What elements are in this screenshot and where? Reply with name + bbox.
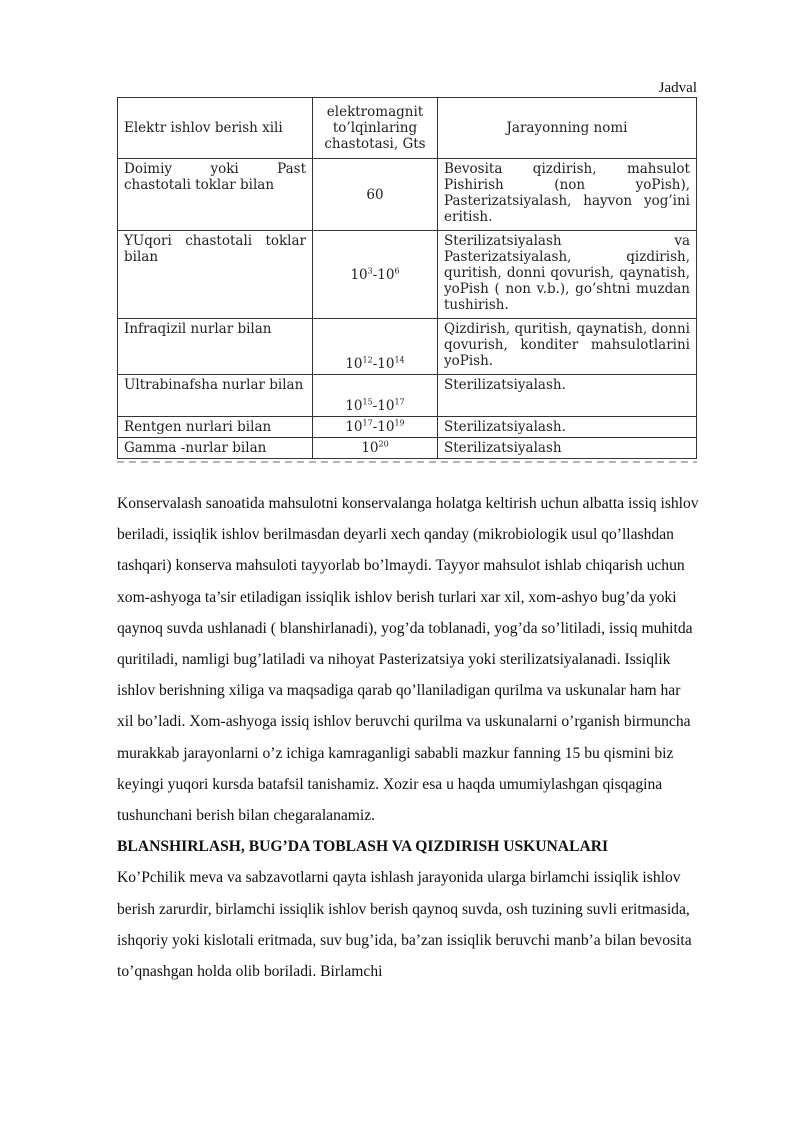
cell-type: Doimiy yoki Past chastotali toklar bilan: [118, 159, 313, 231]
section-heading: BLANSHIRLASH, BUG’DA TOBLASH VA QIZDIRISH USKUNALARI: [117, 838, 609, 856]
cell-type: Gamma -nurlar bilan: [118, 438, 313, 459]
table-row: [118, 375, 697, 417]
header-frequency: elektromagnit to’lqinlaring chastotasi, Gts: [313, 98, 438, 159]
cell-frequency: $10^3-10^6$: [313, 231, 438, 319]
paragraph: Ko’Pchilik meva va sabzavotlarni qayta ishlash jarayonida ularga birlamchi issiqlik ishlov berish zarurdir, birlamchi issiqlik ishlov berish qaynoq suvda, osh tuzining suvli eritmasida, ishqoriy yoki kislotali eritmada, suv bug’ida, ba’zan issiqlik beruvchi manb’a bilan bevosita to’qnashgan holda olib boriladi. Birlamchi: [117, 869, 692, 981]
cell-process: Sterilizatsiyalash.: [438, 417, 697, 438]
table-row: [118, 319, 697, 375]
table-row: [118, 438, 697, 459]
paragraph: Konservalash sanoatida mahsulotni konservalanga holatga keltirish uchun albatta issiq ishlov beriladi, issiqlik ishlov berilmasdan deyarli xech qanday (mikrobiologik usul qo’llashdan tashqari) konserva mahsuloti tayyorlab bo’lmaydi. Tayyor mahsulot ishlab chiqarish uchun xom-ashyoga ta’sir etiladigan issiqlik ishlov berish turlari xar xil, xom-ashyo bug’da yoki qaynoq suvda ushlanadi ( blanshirlanadi), yog’da toblanadi, yog’da so’litiladi, issiq muhitda quritiladi, namligi bug’latiladi va nihoyat Pasterizatsiya yoki sterilizatsiyalanadi. Issiqlik ishlov berishning xiliga va maqsadiga qarab qo’llaniladigan qurilma va uskunalar ham har xil bo’ladi. Xom-ashyoga issiq ishlov beruvchi qurilma va uskunalarni o’rganish birmuncha murakkab jarayonlarni o’z ichiga kamraganligi sababli mazkur fanning 15 bu qismini biz keyingi yuqori kursda batafsil tanishamiz. Xozir esa u haqda umumiylashgan qisqagina tushunchani berish bilan chegaralanamiz.: [117, 495, 699, 825]
cell-process: Sterilizatsiyalash va Pasterizatsiyalash, qizdirish, quritish, donni qovurish, qaynatish, yoPish ( non v.b.), go’shtni muzdan tushirish.: [438, 231, 697, 319]
body-text: [117, 488, 700, 987]
header-type: Elektr ishlov berish xili: [118, 98, 313, 159]
table-caption: Jadval: [658, 80, 697, 96]
cell-type: Infraqizil nurlar bilan: [118, 319, 313, 375]
cell-type: Rentgen nurlari bilan: [118, 417, 313, 438]
header-process: Jarayonning nomi: [438, 98, 697, 159]
cell-frequency: $10^{20}$: [313, 438, 438, 459]
cell-process: Qizdirish, quritish, qaynatish, donni qovurish, konditer mahsulotlarini yoPish.: [438, 319, 697, 375]
table-row: [118, 417, 697, 438]
cell-process: Sterilizatsiyalash.: [438, 375, 697, 417]
data-table: [117, 97, 697, 459]
cropped-text-edge: [117, 458, 697, 466]
table-row: [118, 159, 697, 231]
table-row: [118, 231, 697, 319]
cell-process: Bevosita qizdirish, mahsulot Pishirish (non yoPish), Pasterizatsiyalash, hayvon yog’ini eritish.: [438, 159, 697, 231]
cell-type: YUqori chastotali toklar bilan: [118, 231, 313, 319]
cell-frequency: $10^{17}-10^{19}$: [313, 417, 438, 438]
table-header-row: [118, 98, 697, 159]
cell-process: Sterilizatsiyalash: [438, 438, 697, 459]
cell-frequency: 60: [313, 159, 438, 231]
cell-frequency: $10^{15}-10^{17}$: [313, 375, 438, 417]
cell-frequency: $10^{12}-10^{14}$: [313, 319, 438, 375]
cell-type: Ultrabinafsha nurlar bilan: [118, 375, 313, 417]
